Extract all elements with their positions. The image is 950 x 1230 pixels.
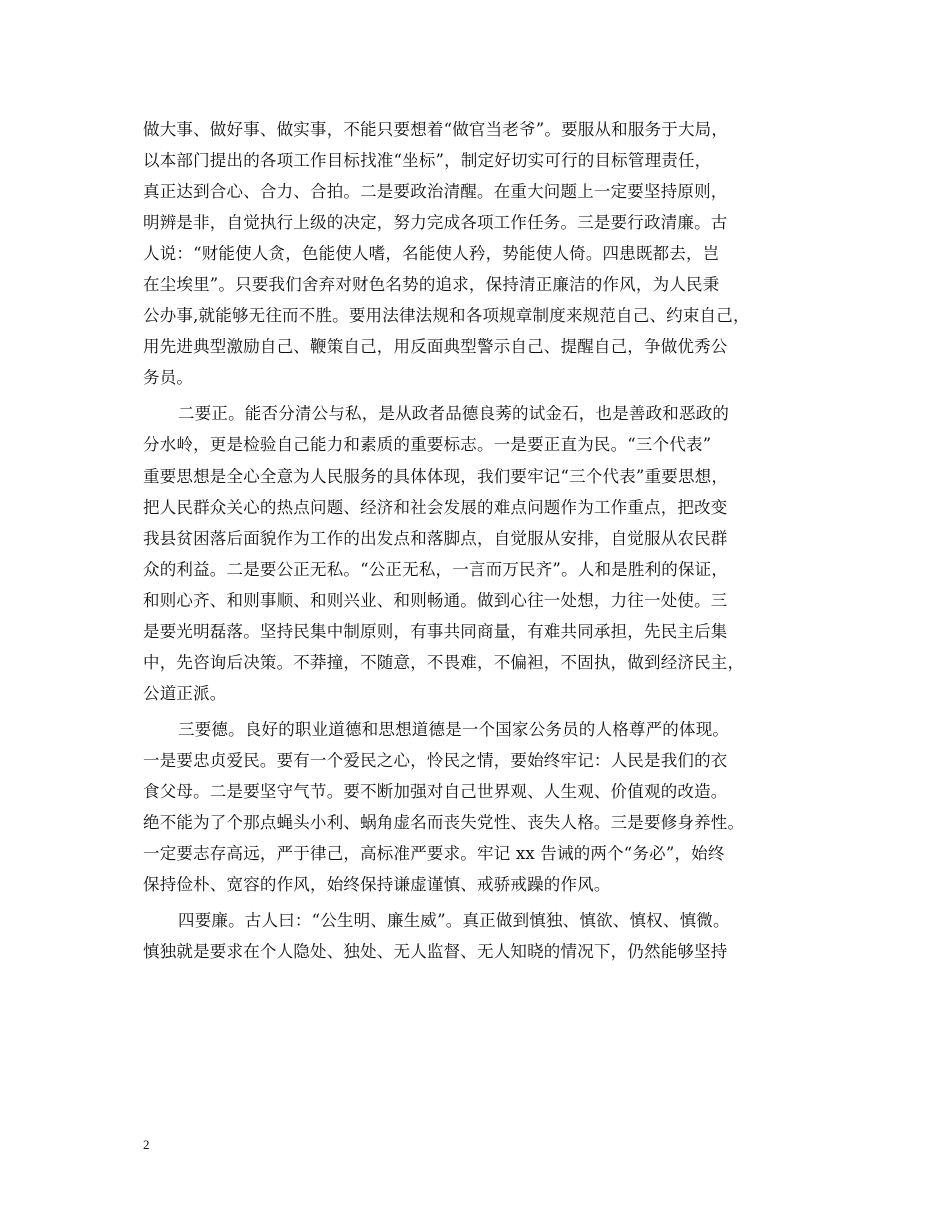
text-line: 一是要忠贞爱民。要有一个爱民之心，怜民之情，要始终牢记：人民是我们的衣: [143, 750, 728, 770]
text-line: 中，先咨询后决策。不莽撞，不随意，不畏难，不偏袒，不固执，做到经济民主，: [143, 652, 745, 672]
paragraph: [143, 114, 833, 393]
text-line: 真正达到合心、合力、合拍。二是要政治清醒。在重大问题上一定要坚持原则，: [143, 182, 728, 202]
text-line: 务员。: [143, 368, 194, 388]
body-text: [143, 114, 833, 967]
text-line: 慎独就是要求在个人隐处、独处、无人监督、无人知晓的情况下，仍然能够坚持: [143, 942, 728, 962]
text-line: 用先进典型激励自己、鞭策自己，用反面典型警示自己、提醒自己，争做优秀公: [143, 337, 728, 357]
text-line: 二要正。能否分清公与私，是从政者品德良莠的试金石，也是善政和恶政的: [178, 404, 730, 424]
text-line: 人说：“财能使人贪，色能使人嗜，名能使人矜，势能使人倚。四患既都去，岂: [143, 244, 720, 264]
text-line: 重要思想是全心全意为人民服务的具体体现，我们要牢记“三个代表”重要思想，: [143, 466, 729, 486]
text-line: 三要德。良好的职业道德和思想道德是一个国家公务员的人格尊严的体现。: [178, 719, 730, 739]
text-line: 分水岭，更是检验自己能力和素质的重要标志。一是要正直为民。“三个代表”: [143, 435, 712, 455]
page-number: 2: [143, 1137, 150, 1152]
text-line: 公办事,就能够无往而不胜。要用法律法规和各项规章制度来规范自己、约束自己，: [143, 306, 750, 326]
paragraph: [143, 714, 833, 900]
text-line: 保持俭朴、宽容的作风，始终保持谦虚谨慎、戒骄戒躁的作风。: [143, 875, 611, 895]
text-line: 四要廉。古人曰：“公生明、廉生威”。真正做到慎独、慎欲、慎权、慎微。: [178, 911, 730, 931]
text-line: 以本部门提出的各项工作目标找准“坐标”，制定好切实可行的目标管理责任，: [143, 151, 712, 171]
text-line: 明辨是非，自觉执行上级的决定，努力完成各项工作任务。三是要行政清廉。古: [143, 213, 728, 233]
text-line: 一定要志存高远，严于律己，高标准严要求。牢记 xx 告诫的两个“务必”，始终: [143, 844, 725, 864]
text-line: 绝不能为了个那点蝇头小利、蜗角虚名而丧失党性、丧失人格。三是要修身养性。: [143, 813, 745, 833]
text-line: 我县贫困落后面貌作为工作的出发点和落脚点，自觉服从安排，自觉服从农民群: [143, 528, 728, 548]
text-line: 把人民群众关心的热点问题、经济和社会发展的难点问题作为工作重点，把改变: [143, 497, 728, 517]
paragraph: [143, 905, 833, 967]
paragraph: [143, 398, 833, 708]
text-line: 公道正派。: [143, 683, 227, 703]
text-line: 众的利益。二是要公正无私。“公正无私，一言而万民齐”。人和是胜利的保证，: [143, 559, 729, 579]
text-line: 食父母。二是要坚守气节。要不断加强对自己世界观、人生观、价值观的改造。: [143, 781, 728, 801]
text-line: 和则心齐、和则事顺、和则兴业、和则畅通。做到心往一处想，力往一处使。三: [143, 590, 728, 610]
text-line: 是要光明磊落。坚持民集中制原则，有事共同商量，有难共同承担，先民主后集: [143, 621, 728, 641]
text-line: 做大事、做好事、做实事，不能只要想着“做官当老爷”。要服从和服务于大局，: [143, 120, 729, 139]
text-line: 在尘埃里”。只要我们舍弃对财色名势的追求，保持清正廉洁的作风，为人民秉: [143, 275, 720, 295]
